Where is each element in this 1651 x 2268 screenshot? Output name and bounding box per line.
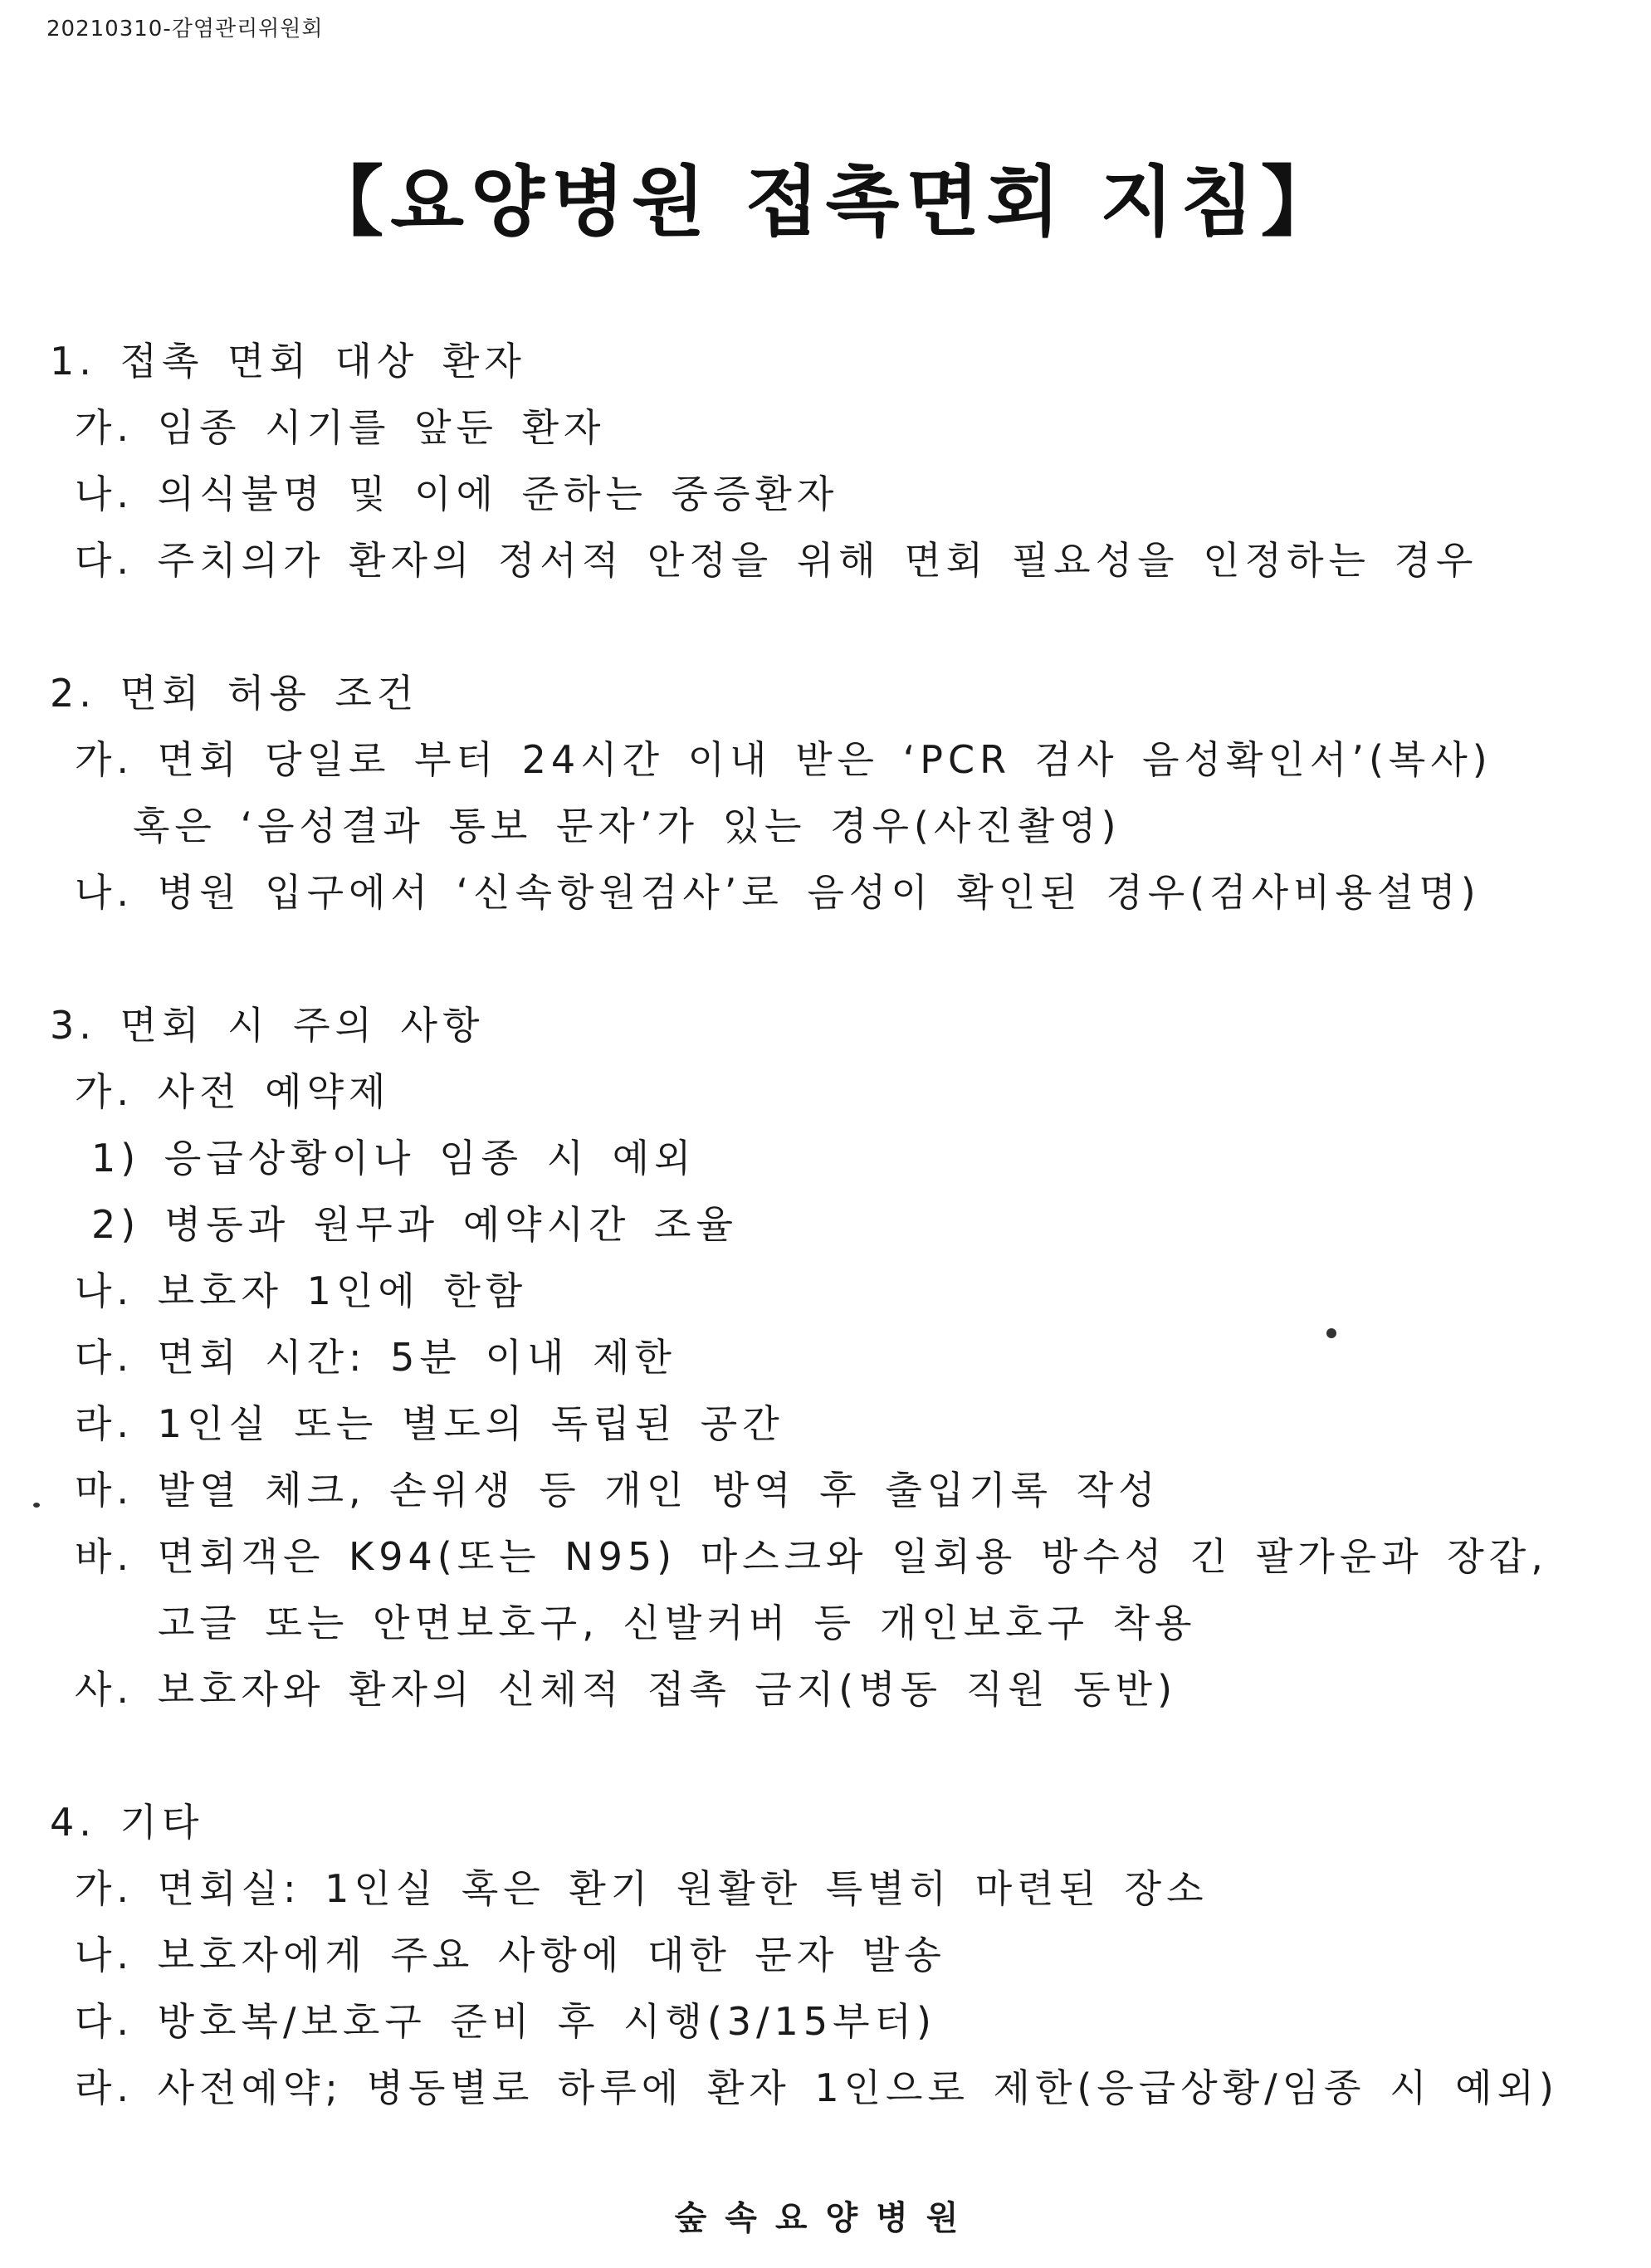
- document-body: [50, 328, 1610, 2187]
- scan-speck: [33, 1503, 40, 1508]
- list-item: 마. 발열 체크, 손위생 등 개인 방역 후 출입기록 작성: [75, 1468, 1160, 1513]
- list-item-continuation: 혹은 ‘음성결과 통보 문자’가 있는 경우(사진촬영): [133, 804, 1121, 848]
- list-item: 사. 보호자와 환자의 신체적 접촉 금지(병동 직원 동반): [75, 1667, 1178, 1712]
- sub-list-item: 1) 응급상황이나 임종 시 예외: [91, 1136, 696, 1180]
- list-item: 나. 병원 입구에서 ‘신속항원검사’로 음성이 확인된 경우(검사비용설명): [75, 870, 1481, 915]
- document-title: 【요양병원 접촉면회 지침】: [307, 158, 1344, 247]
- list-item: 다. 주치의가 환자의 정서적 안정을 위해 면회 필요성을 인정하는 경우: [75, 538, 1478, 583]
- section-4: [50, 1789, 1610, 2121]
- list-item: 라. 1인실 또는 별도의 독립된 공간: [75, 1401, 784, 1446]
- scan-speck: [1326, 1328, 1336, 1338]
- list-item: 가. 임종 시기를 앞둔 환자: [75, 405, 606, 450]
- section-2: [50, 660, 1610, 926]
- document-header-tag: 20210310-감염관리위원회: [46, 17, 324, 42]
- list-item: 가. 면회 당일로 부터 24시간 이내 받은 ‘PCR 검사 음성확인서’(복사): [75, 737, 1492, 782]
- list-item: 다. 방호복/보호구 준비 후 시행(3/15부터): [75, 1999, 936, 2044]
- section-heading: 4. 기타: [50, 1800, 204, 1845]
- list-item-continuation: 고글 또는 안면보호구, 신발커버 등 개인보호구 착용: [158, 1601, 1197, 1645]
- list-item: 다. 면회 시간: 5분 이내 제한: [75, 1335, 677, 1380]
- list-item: 바. 면회객은 K94(또는 N95) 마스크와 일회용 방수성 긴 팔가운과 장갑,: [75, 1534, 1548, 1579]
- list-item: 가. 사전 예약제: [75, 1069, 391, 1114]
- document-footer: 숲속요양병원: [674, 2199, 977, 2237]
- list-item: 나. 보호자 1인에 한함: [75, 1268, 528, 1313]
- section-heading: 1. 접촉 면회 대상 환자: [50, 339, 526, 384]
- list-item: 가. 면회실: 1인실 혹은 환기 원활한 특별히 마련된 장소: [75, 1866, 1209, 1911]
- sub-list-item: 2) 병동과 원무과 예약시간 조율: [91, 1202, 738, 1247]
- section-3: [50, 992, 1610, 1723]
- section-heading: 3. 면회 시 주의 사항: [50, 1003, 485, 1048]
- list-item: 나. 보호자에게 주요 사항에 대한 문자 발송: [75, 1933, 946, 1977]
- section-1: [50, 328, 1610, 594]
- list-item: 라. 사전예약; 병동별로 하루에 환자 1인으로 제한(응급상황/임종 시 예외): [75, 2065, 1559, 2110]
- list-item: 나. 의식불명 및 이에 준하는 중증환자: [75, 472, 839, 516]
- section-heading: 2. 면회 허용 조건: [50, 671, 419, 716]
